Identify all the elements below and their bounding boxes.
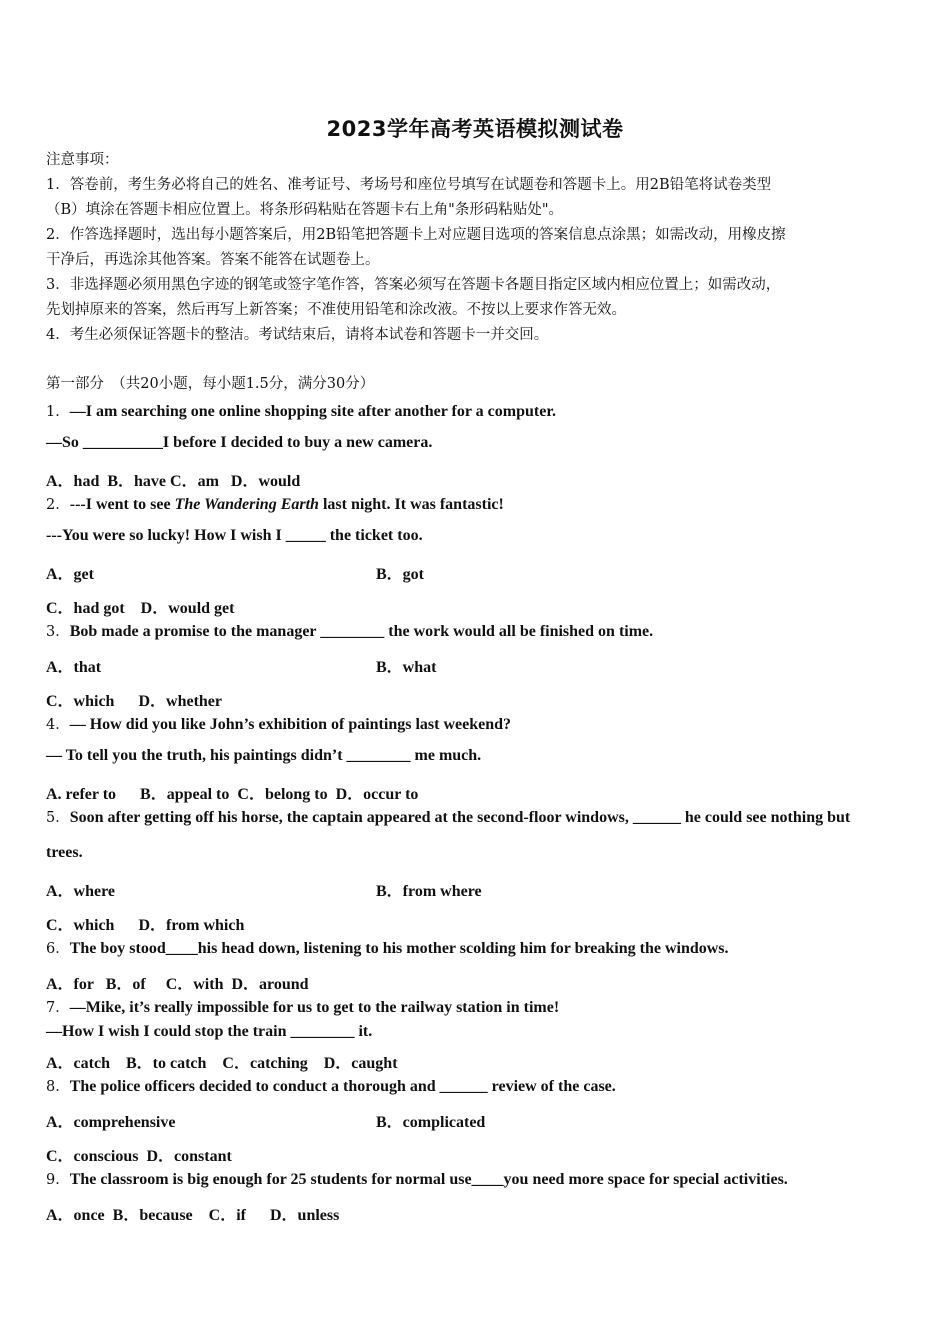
question-2-line2: ---You were so lucky! How I wish I _____ the ticket too. xyxy=(46,527,423,544)
page-title: 2023学年高考英语模拟测试卷 xyxy=(326,117,624,141)
notice-line: 1．答卷前，考生务必将自己的姓名、准考证号、考场号和座位号填写在试题卷和答题卡上。用2B铅笔将试卷类型 xyxy=(46,177,772,193)
section-heading: 第一部分 （共20小题，每小题1.5分，满分30分） xyxy=(46,376,375,392)
option-a: A．comprehensive xyxy=(46,1114,176,1131)
question-stem: The boy stood____his head down, listening to his mother scolding him for breaking the windows. xyxy=(69,940,729,957)
question-number: 8． xyxy=(46,1079,70,1095)
option-b: B．from where xyxy=(376,883,482,900)
question-stem: The police officers decided to conduct a thorough and ______ review of the case. xyxy=(69,1078,616,1095)
question-number: 1． xyxy=(46,404,70,420)
question-stem: — How did you like John’s exhibition of paintings last weekend? xyxy=(69,716,512,733)
question-number: 5． xyxy=(46,810,70,826)
notice-line: 4．考生必须保证答题卡的整洁。考试结束后，请将本试卷和答题卡一并交回。 xyxy=(46,327,549,343)
question-5 xyxy=(46,806,850,827)
question-1-line2: —So __________I before I decided to buy a new camera. xyxy=(46,434,433,451)
notice-line: 干净后，再选涂其他答案。答案不能答在试题卷上。 xyxy=(46,252,380,268)
question-stem: —I am searching one online shopping site after another for a computer. xyxy=(69,403,556,420)
option-a: A．get xyxy=(46,566,94,583)
option-b: B．complicated xyxy=(376,1114,486,1131)
options-c-d: C．conscious D．constant xyxy=(46,1148,232,1165)
notice-line: （B）填涂在答题卡相应位置上。将条形码粘贴在答题卡右上角"条形码粘贴处"。 xyxy=(46,202,563,218)
question-number: 3． xyxy=(46,624,70,640)
options-c-d: C．had got D．would get xyxy=(46,600,235,617)
question-stem: The classroom is big enough for 25 students for normal use____you need more space for special activities. xyxy=(69,1171,788,1188)
question-stem: ---I went to see xyxy=(69,496,175,513)
question-4-options: A. refer to B．appeal to C．belong to D．occur to xyxy=(46,786,419,803)
question-stem: —Mike, it’s really impossible for us to get to the railway station in time! xyxy=(69,999,560,1016)
question-4 xyxy=(46,713,511,734)
option-a: A．where xyxy=(46,883,116,900)
film-title: The Wandering Earth xyxy=(174,496,319,513)
question-5-line2: trees. xyxy=(46,844,83,861)
notice-heading: 注意事项： xyxy=(46,152,119,168)
options-c-d: C．which D．whether xyxy=(46,693,222,710)
notice-line: 先划掉原来的答案，然后再写上新答案；不准使用铅笔和涂改液。不按以上要求作答无效。 xyxy=(46,302,626,318)
notice-line: 3．非选择题必须用黑色字迹的钢笔或签字笔作答，答案必须写在答题卡各题目指定区域内相应位置上；如需改动， xyxy=(46,277,781,293)
question-6-options: A．for B．of C．with D．around xyxy=(46,976,309,993)
question-7-line2: —How I wish I could stop the train ________ it. xyxy=(46,1023,373,1040)
question-7 xyxy=(46,996,559,1017)
question-6 xyxy=(46,937,729,958)
question-2 xyxy=(46,493,504,514)
question-number: 2． xyxy=(46,497,70,513)
question-number: 7． xyxy=(46,1000,70,1016)
question-9 xyxy=(46,1168,788,1189)
options-c-d: C．which D．from which xyxy=(46,917,245,934)
option-b: B．got xyxy=(376,566,425,583)
question-7-options: A．catch B．to catch C．catching D．caught xyxy=(46,1055,398,1072)
question-8 xyxy=(46,1075,616,1096)
question-number: 6． xyxy=(46,941,70,957)
question-4-line2: — To tell you the truth, his paintings didn’t ________ me much. xyxy=(46,747,482,764)
question-1-options: A．had B．have C．am D．would xyxy=(46,473,301,490)
question-9-options: A．once B．because C．if D．unless xyxy=(46,1207,340,1224)
question-stem: Soon after getting off his horse, the captain appeared at the second-floor windows, ______ he could see nothing but xyxy=(69,809,851,826)
question-1 xyxy=(46,400,556,421)
question-stem: Bob made a promise to the manager ________ the work would all be finished on time. xyxy=(69,623,654,640)
option-a: A．that xyxy=(46,659,102,676)
question-number: 9． xyxy=(46,1172,70,1188)
question-stem-end: last night. It was fantastic! xyxy=(318,496,504,513)
option-b: B．what xyxy=(376,659,437,676)
notice-line: 2．作答选择题时，选出每小题答案后，用2B铅笔把答题卡上对应题目选项的答案信息点涂黑；如需改动，用橡皮擦 xyxy=(46,227,786,243)
question-number: 4． xyxy=(46,717,70,733)
question-3 xyxy=(46,620,653,641)
